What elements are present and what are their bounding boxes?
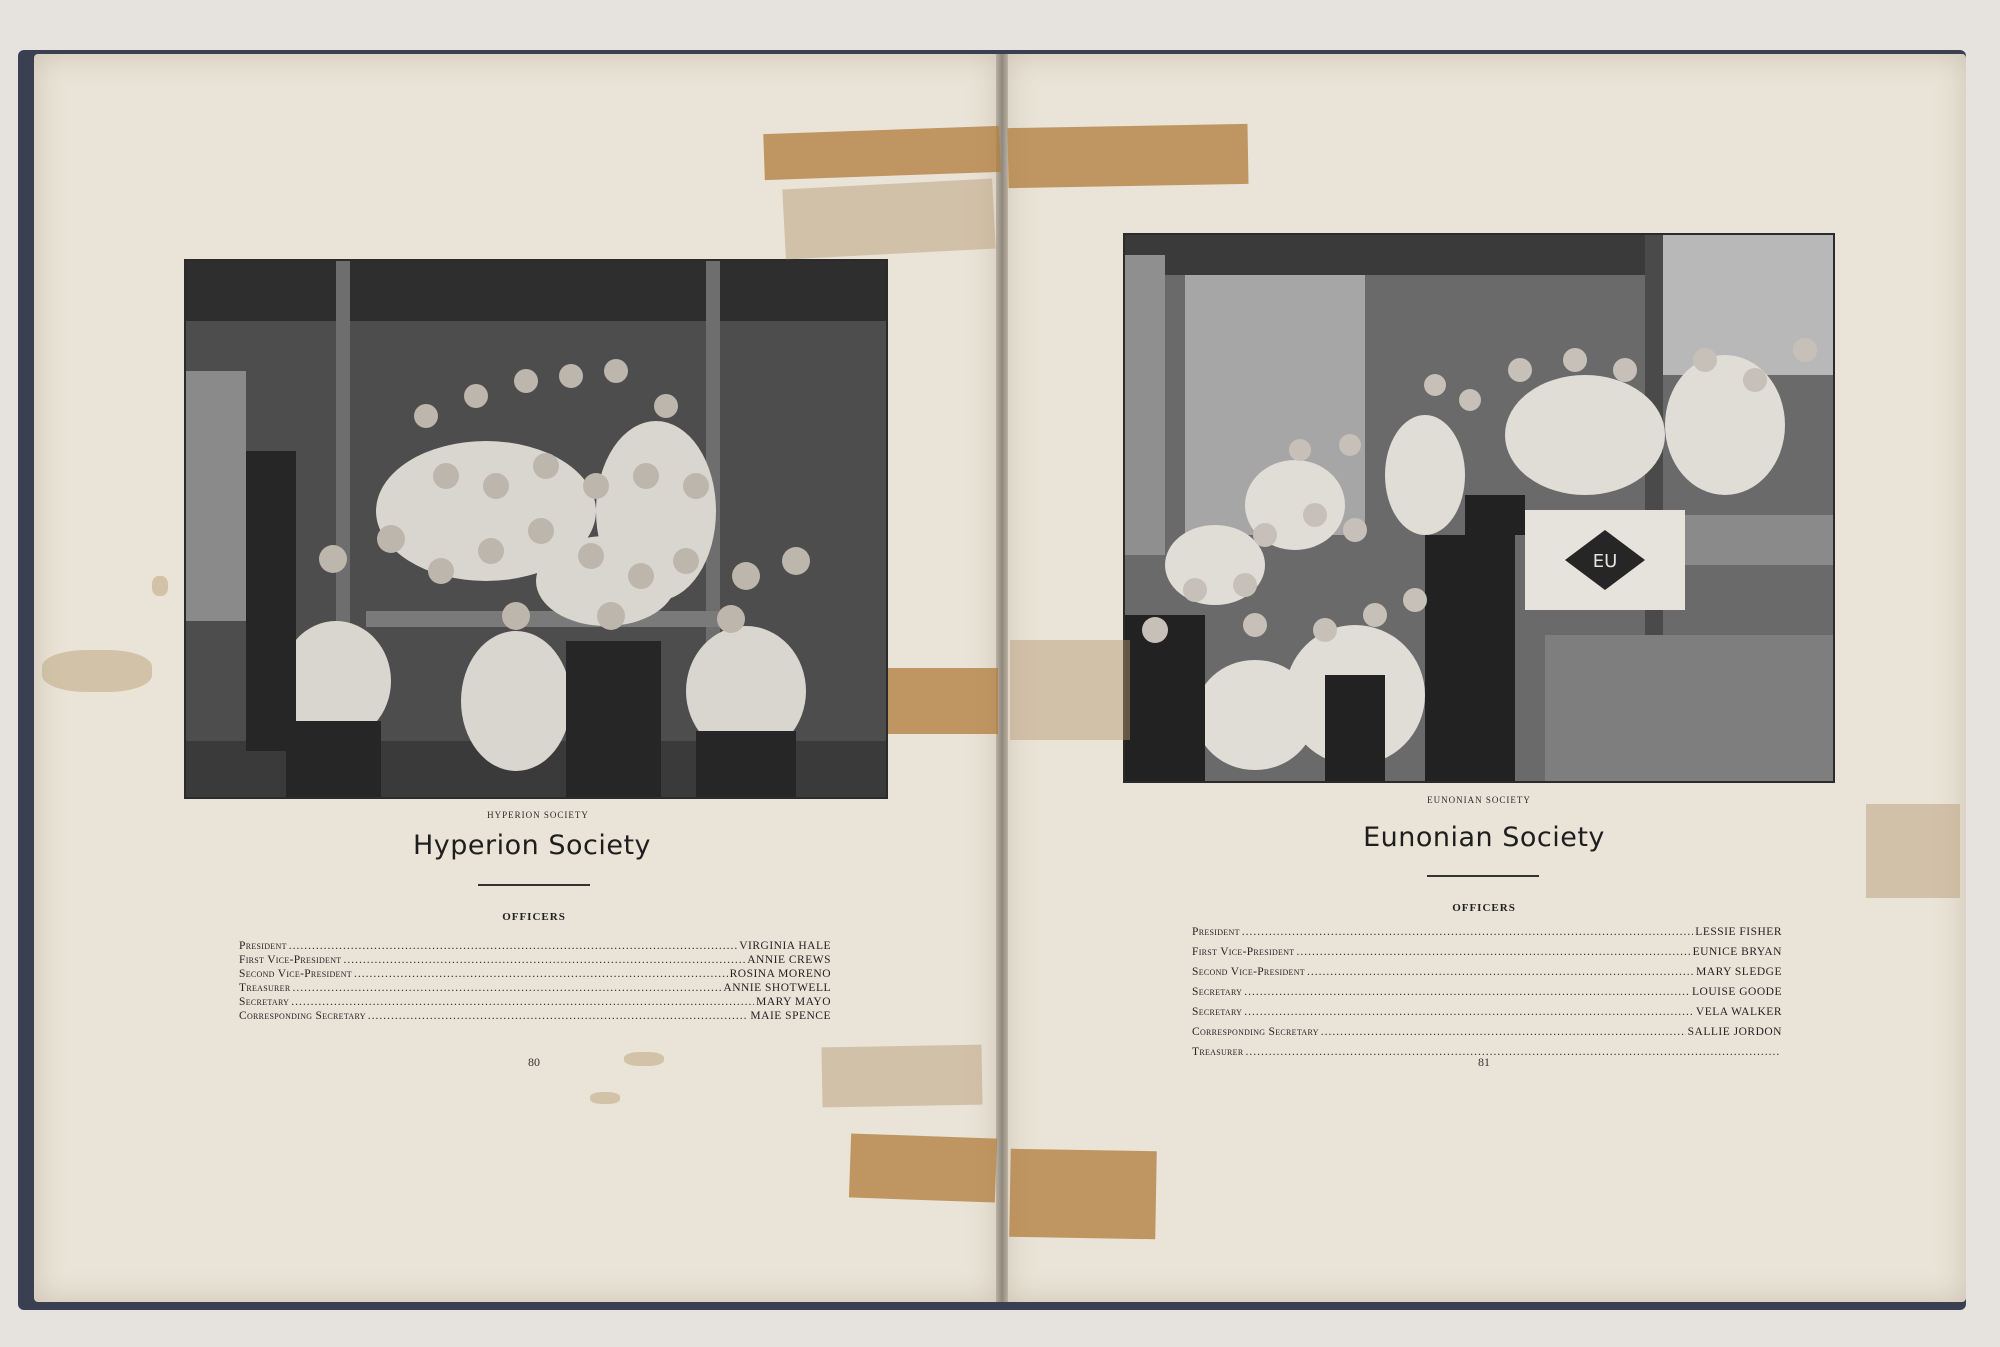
leader-dots <box>1244 1002 1694 1022</box>
banner-eu-text: EU <box>1592 551 1618 572</box>
officer-name: VELA WALKER <box>1695 1006 1782 1018</box>
officer-name: ROSINA MORENO <box>729 968 831 980</box>
leader-dots <box>1296 942 1690 962</box>
stain-mark <box>590 1092 620 1104</box>
tape-strip <box>1009 1149 1157 1240</box>
officer-role: Corresponding Secretary <box>239 1010 366 1022</box>
officer-role: Second Vice-President <box>1192 966 1305 978</box>
officer-role: First Vice-President <box>1192 946 1295 958</box>
hyperion-caption: HYPERION SOCIETY <box>487 810 589 820</box>
leader-dots <box>1244 982 1690 1002</box>
hyperion-title: Hyperion Society <box>412 830 652 861</box>
tape-strip <box>1010 640 1130 740</box>
officer-name: MAIE SPENCE <box>750 1010 831 1022</box>
officer-name: LESSIE FISHER <box>1695 926 1782 938</box>
officer-row <box>239 939 831 953</box>
officer-name: SALLIE JORDON <box>1687 1026 1782 1038</box>
officer-name: ANNIE CREWS <box>747 954 831 966</box>
officer-row <box>239 995 831 1009</box>
tape-strip <box>1007 124 1248 188</box>
officer-role: Secretary <box>1192 986 1243 998</box>
officer-name: EUNICE BRYAN <box>1692 946 1782 958</box>
leader-dots <box>1307 962 1694 982</box>
officer-name: MARY SLEDGE <box>1696 966 1782 978</box>
officer-role: First Vice-President <box>239 954 342 966</box>
officer-name: LOUISE GOODE <box>1691 986 1782 998</box>
leader-dots <box>1321 1022 1686 1042</box>
leader-dots <box>343 953 745 967</box>
leader-dots <box>293 981 722 995</box>
eunonian-officers-list <box>1192 922 1782 1062</box>
officer-role: President <box>1192 926 1240 938</box>
officer-name: ANNIE SHOTWELL <box>723 982 831 994</box>
hyperion-society-photo <box>184 259 888 799</box>
hyperion-officers-list <box>239 939 831 1023</box>
stain-mark <box>624 1052 664 1066</box>
officer-row <box>1192 1002 1782 1022</box>
eunonian-officers-heading: OFFICERS <box>1452 902 1516 914</box>
eunonian-title: Eunonian Society <box>1363 822 1605 853</box>
tape-strip <box>849 1133 997 1202</box>
officer-row <box>239 1009 831 1023</box>
officer-row <box>1192 982 1782 1002</box>
officer-name: MARY MAYO <box>756 996 831 1008</box>
leader-dots <box>1242 922 1694 942</box>
officer-row <box>1192 1022 1782 1042</box>
right-page-number: 81 <box>1478 1055 1490 1069</box>
left-page-number: 80 <box>528 1055 540 1069</box>
officer-role: Second Vice-President <box>239 968 352 980</box>
officer-role: Secretary <box>1192 1006 1243 1018</box>
officer-role: President <box>239 940 287 952</box>
officer-row <box>239 967 831 981</box>
tape-strip <box>1866 804 1960 898</box>
officer-row <box>239 953 831 967</box>
leader-dots <box>354 967 728 981</box>
tape-strip <box>782 179 995 260</box>
leader-dots <box>291 995 754 1009</box>
stain-mark <box>42 650 152 692</box>
officer-role: Secretary <box>239 996 290 1008</box>
eunonian-society-photo <box>1123 233 1835 783</box>
eunonian-title-rule <box>1427 875 1539 877</box>
officer-row <box>1192 942 1782 962</box>
hyperion-officers-heading: OFFICERS <box>502 911 566 923</box>
officer-role: Treasurer <box>239 982 291 994</box>
leader-dots <box>368 1009 749 1023</box>
officer-row <box>1192 962 1782 982</box>
stain-mark <box>152 576 168 596</box>
officer-name: VIRGINIA HALE <box>739 940 831 952</box>
tape-strip <box>888 668 998 734</box>
tape-strip <box>821 1045 982 1108</box>
officer-row <box>1192 922 1782 942</box>
leader-dots <box>289 939 737 953</box>
tape-strip <box>763 126 1000 180</box>
eunonian-caption: EUNONIAN SOCIETY <box>1427 795 1531 805</box>
hyperion-title-rule <box>478 884 590 886</box>
officer-role: Treasurer <box>1192 1046 1244 1058</box>
officer-role: Corresponding Secretary <box>1192 1026 1319 1038</box>
officer-row <box>239 981 831 995</box>
